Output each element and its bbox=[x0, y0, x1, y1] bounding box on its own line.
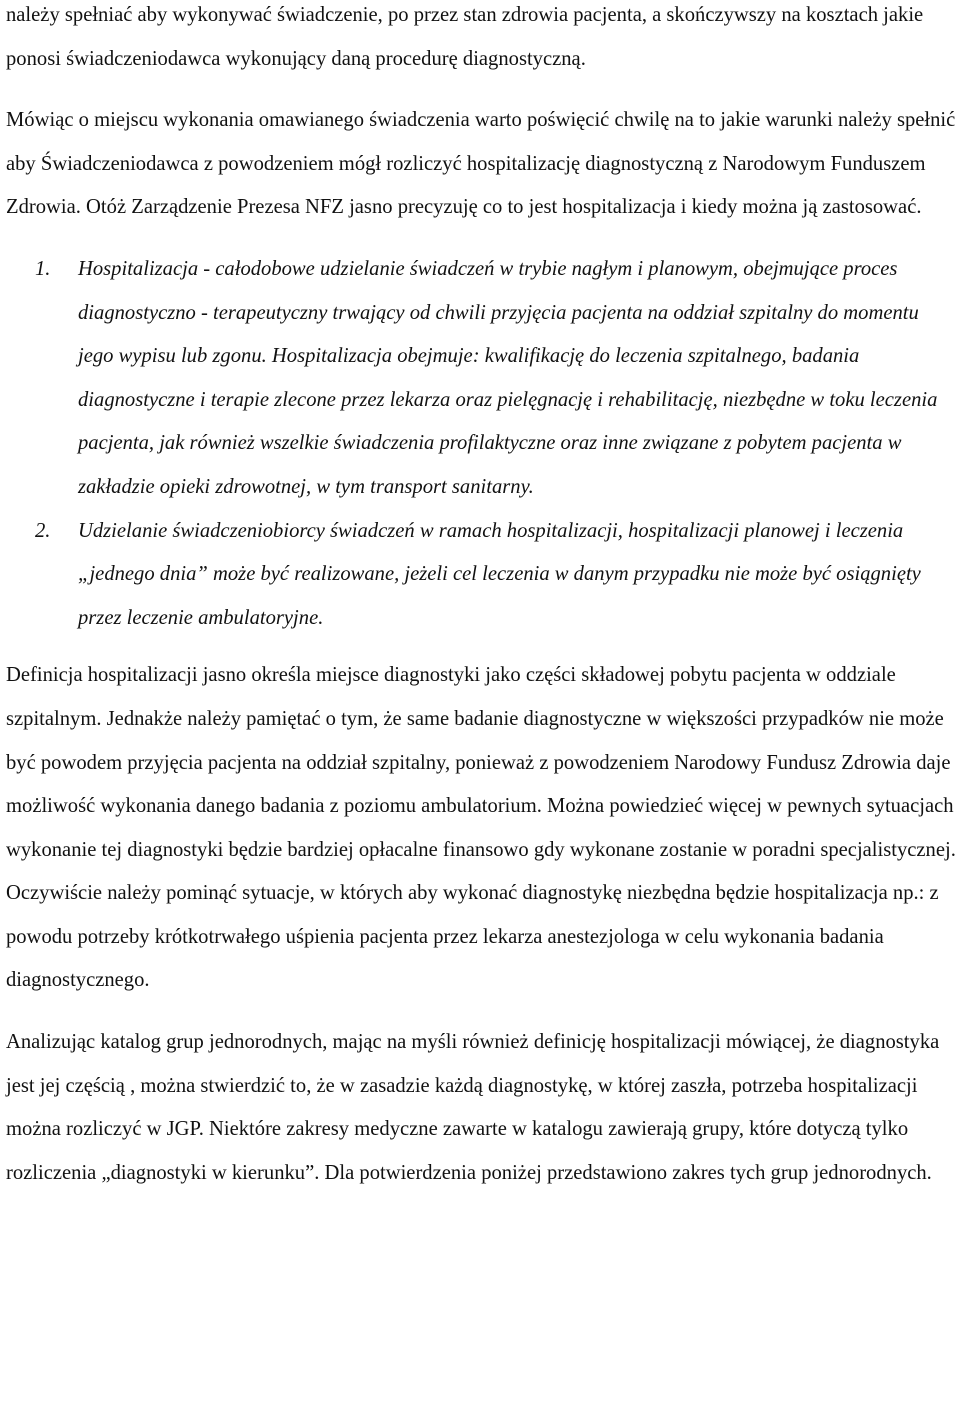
paragraph-intro-continuation: należy spełniać aby wykonywać świadczenie, po przez stan zdrowia pacjenta, a skończywszy na kosztach jakie ponosi świadczeniodawca wykonujący daną procedurę diagnostyczną. bbox=[6, 4, 924, 70]
document-page bbox=[6, 0, 956, 1195]
paragraph-spacer bbox=[6, 81, 956, 99]
definition-list bbox=[6, 248, 956, 640]
list-item bbox=[6, 510, 956, 641]
list-item-text: Udzielanie świadczeniobiorcy świadczeń w ramach hospitalizacji, hospitalizacji planowej i leczenia „jednego dnia” może być realizowane, jeżeli cel leczenia w danym przypadku nie może być osiągnięty przez leczenie ambulatoryjne. bbox=[78, 519, 921, 629]
list-item bbox=[6, 248, 956, 510]
list-item-text: Hospitalizacja - całodobowe udzielanie świadczeń w trybie nagłym i planowym, obejmujące proces diagnostyczno - terapeutyczny trwający od chwili przyjęcia pacjenta na oddział szpitalny do momentu jego wypisu lub zgonu. Hospitalizacja obejmuje: kwalifikację do leczenia szpitalnego, badania diagnostyczne i terapie zlecone przez lekarza oraz pielęgnację i rehabilitację, niezbędne w toku leczenia pacjenta, jak również wszelkie świadczenia profilaktyczne oraz inne związane z pobytem pacjenta w zakładzie opieki zdrowotnej, w tym transport sanitarny. bbox=[78, 257, 938, 498]
paragraph-spacer bbox=[6, 640, 956, 654]
paragraph-definition-commentary: Definicja hospitalizacji jasno określa miejsce diagnostyki jako części składowej pobytu pacjenta w oddziale szpitalnym. Jednakże należy pamiętać o tym, że same badanie diagnostyczne w większości przypadków nie może być powodem przyjęcia pacjenta na oddział szpitalny, ponieważ z powodzeniem Narodowy Fundusz Zdrowia daje możliwość wykonania danego badania z poziomu ambulatorium. Można powiedzieć więcej w pewnych sytuacjach wykonanie tej diagnostyki będzie bardziej opłacalne finansowo gdy wykonane zostanie w poradni specjalistycznej. Oczywiście należy pominąć sytuacje, w których aby wykonać diagnostykę niezbędna będzie hospitalizacja np.: z powodu potrzeby krótkotrwałego uśpienia pacjenta przez lekarza anestezjologa w celu wykonania badania diagnostycznego. bbox=[6, 664, 956, 992]
list-item-number: 1. bbox=[35, 257, 51, 280]
paragraph-spacer bbox=[6, 230, 956, 248]
list-item-number: 2. bbox=[35, 519, 51, 542]
paragraph-spacer bbox=[6, 1003, 956, 1021]
paragraph-catalog-analysis: Analizując katalog grup jednorodnych, mając na myśli również definicję hospitalizacji mówiącej, że diagnostyka jest jej częścią , można stwierdzić to, że w zasadzie każdą diagnostykę, w której zaszła, potrzeba hospitalizacji można rozliczyć w JGP. Niektóre zakresy medyczne zawarte w katalogu zawierają grupy, które dotyczą tylko rozliczenia „diagnostyki w kierunku”. Dla potwierdzenia poniżej przedstawiono zakres tych grup jednorodnych. bbox=[6, 1031, 940, 1184]
paragraph-place-of-service: Mówiąc o miejscu wykonania omawianego świadczenia warto poświęcić chwilę na to jakie warunki należy spełnić aby Świadczeniodawca z powodzeniem mógł rozliczyć hospitalizację diagnostyczną z Narodowym Funduszem Zdrowia. Otóż Zarządzenie Prezesa NFZ jasno precyzuję co to jest hospitalizacja i kiedy można ją zastosować. bbox=[6, 109, 956, 219]
